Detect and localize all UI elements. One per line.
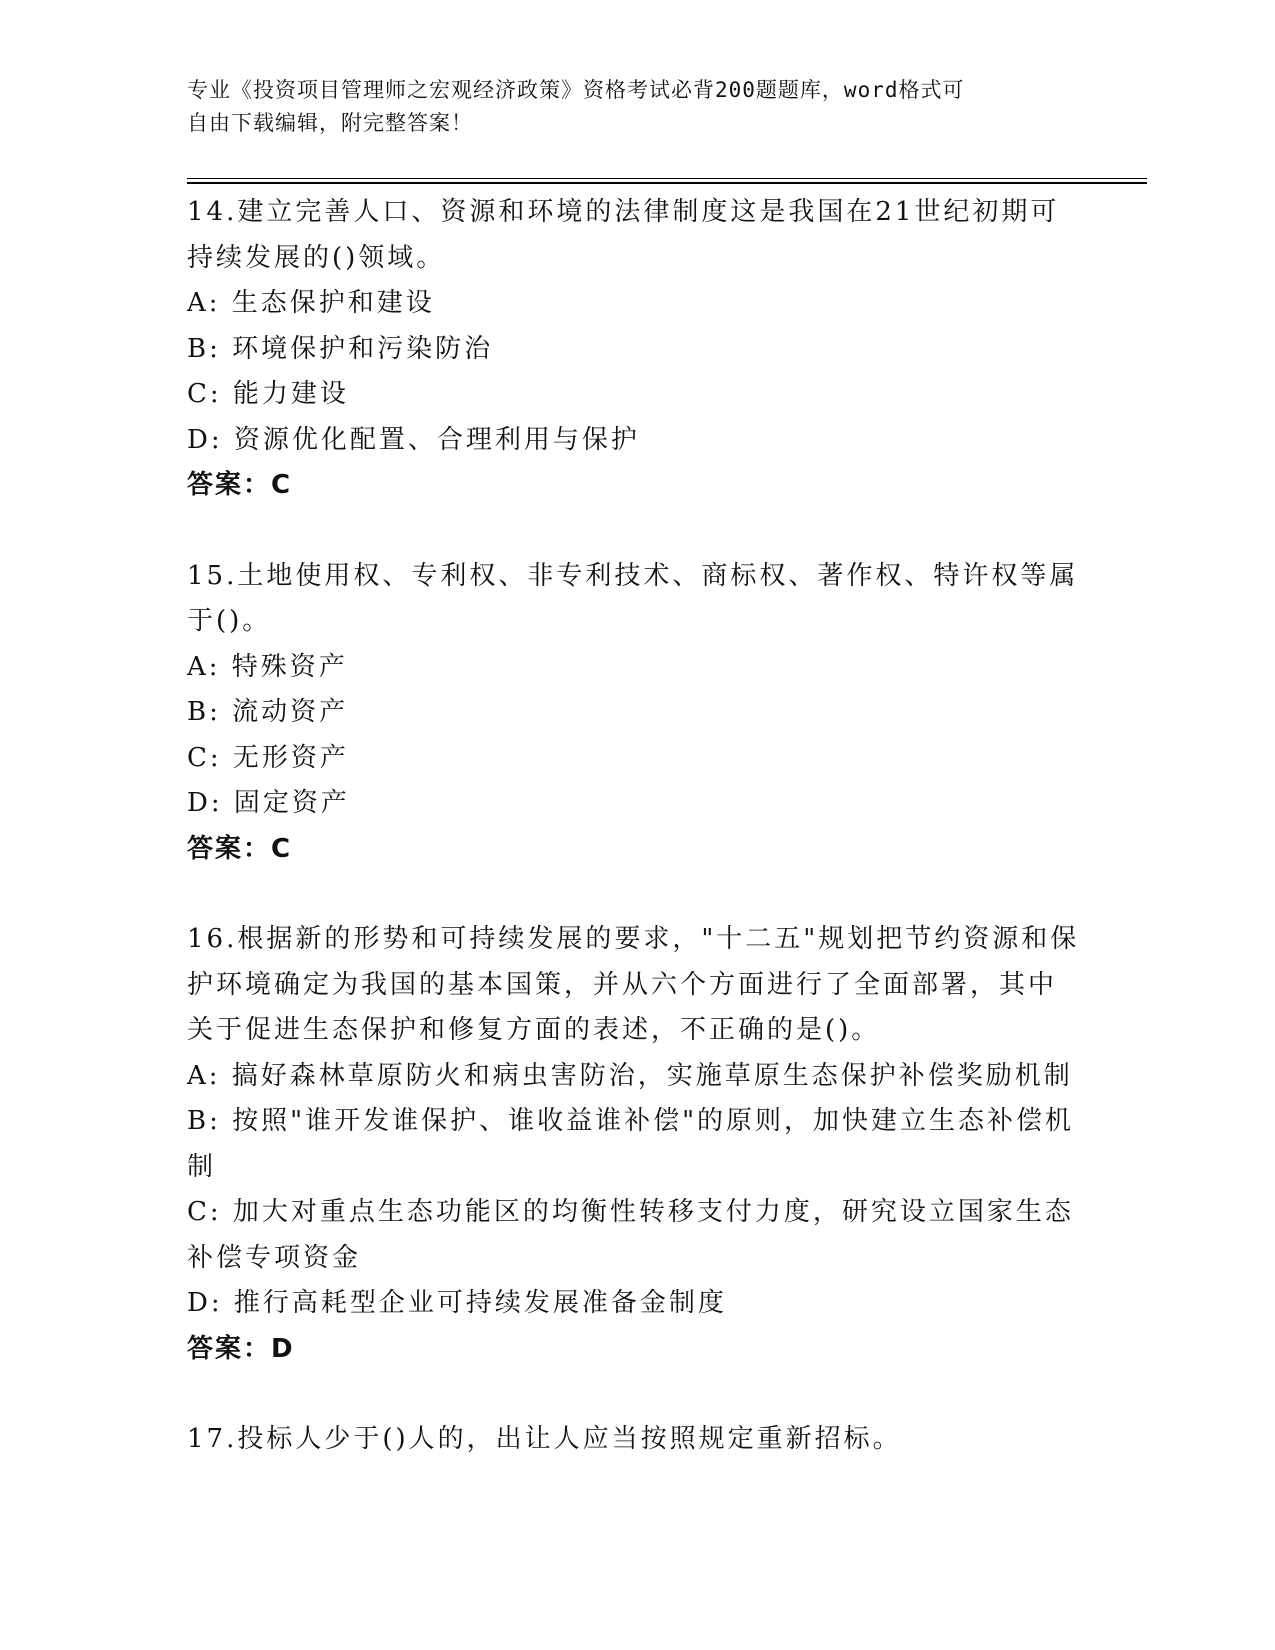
question-stem-line: 持续发展的()领域。 <box>187 242 446 273</box>
question-option-line: B: 环境保护和污染防治 <box>187 333 494 364</box>
answer-line: 答案：C <box>187 833 293 864</box>
header-divider <box>187 178 1147 184</box>
question-stem-line: 14.建立完善人口、资源和环境的法律制度这是我国在21世纪初期可 <box>187 197 1060 227</box>
header-line-1: 专业《投资项目管理师之宏观经济政策》资格考试必背200题题库，word格式可 <box>187 78 965 102</box>
question-option-line: A: 搞好森林草原防火和病虫害防治，实施草原生态保护补偿奖励机制 <box>187 1060 1073 1091</box>
question-stem-line: 护环境确定为我国的基本国策，并从六个方面进行了全面部署，其中 <box>187 969 1058 1000</box>
question-stem-line: 于()。 <box>187 606 272 636</box>
question-stem-line: 16.根据新的形势和可持续发展的要求，"十二五"规划把节约资源和保 <box>187 924 1080 954</box>
question-option-line: C: 能力建设 <box>187 379 349 409</box>
question-option-line: D: 固定资产 <box>187 788 350 818</box>
question-block <box>187 190 1087 509</box>
question-block <box>187 1417 1087 1463</box>
question-option-line: A: 生态保护和建设 <box>187 288 435 318</box>
question-stem-line: 关于促进生态保护和修复方面的表述，不正确的是()。 <box>187 1015 881 1045</box>
question-option-line: 制 <box>187 1151 217 1182</box>
header-line-2: 自由下载编辑，附完整答案！ <box>187 111 473 135</box>
question-block <box>187 917 1087 1372</box>
question-block <box>187 554 1087 873</box>
question-option-line: 补偿专项资金 <box>187 1242 362 1273</box>
question-option-line: C: 加大对重点生态功能区的均衡性转移支付力度，研究设立国家生态 <box>187 1197 1074 1227</box>
question-option-line: B: 流动资产 <box>187 697 349 727</box>
question-option-line: C: 无形资产 <box>187 742 349 773</box>
question-option-line: A: 特殊资产 <box>187 651 348 682</box>
page-header <box>187 74 1067 140</box>
answer-line: 答案：C <box>187 470 293 500</box>
question-option-line: B: 按照"谁开发谁保护、谁收益谁补偿"的原则，加快建立生态补偿机 <box>187 1106 1075 1136</box>
question-list <box>187 190 1087 1508</box>
question-option-line: D: 资源优化配置、合理利用与保护 <box>187 424 640 455</box>
question-stem-line: 15.土地使用权、专利权、非专利技术、商标权、著作权、特许权等属 <box>187 560 1079 591</box>
answer-line: 答案：D <box>187 1333 295 1364</box>
question-option-line: D: 推行高耗型企业可持续发展准备金制度 <box>187 1288 727 1318</box>
question-stem-line: 17.投标人少于()人的，出让人应当按照规定重新招标。 <box>187 1424 902 1454</box>
